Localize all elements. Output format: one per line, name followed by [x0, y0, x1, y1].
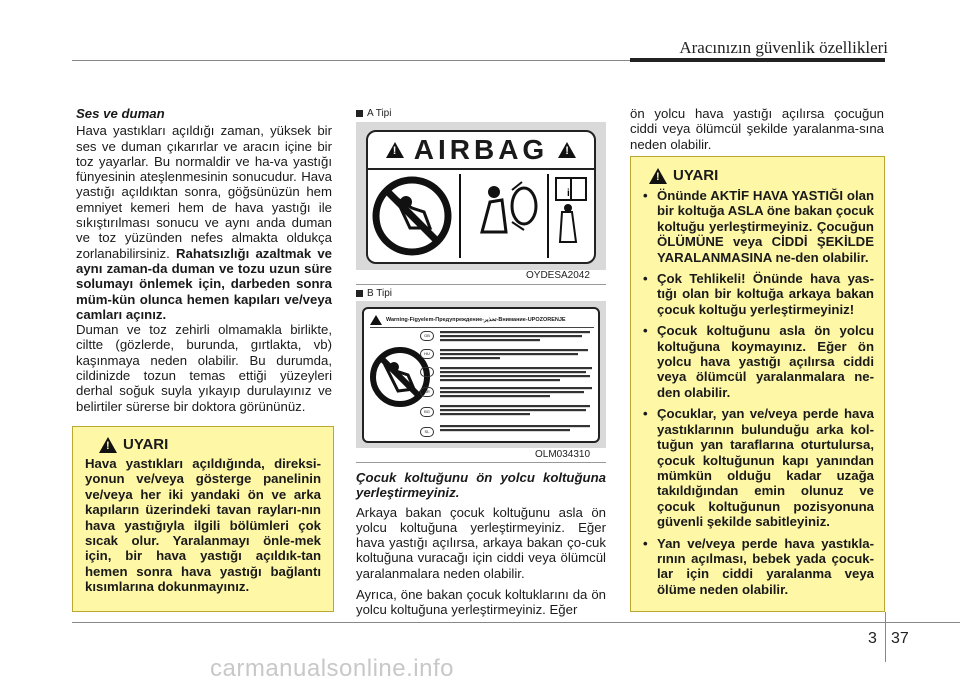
figure-a: [356, 122, 606, 270]
header-rule-accent: [630, 58, 885, 62]
bullet-square-icon: [356, 110, 363, 117]
airbag-label-header: [368, 132, 594, 170]
airbag-pictograms: [372, 172, 592, 260]
right-column-text: [630, 106, 884, 152]
svg-text:i: i: [567, 188, 570, 199]
figure-b: [356, 301, 606, 448]
subhead-smoke: Ses ve duman: [76, 106, 165, 121]
paragraph-dust: Duman ve toz zehirli olmamakla birlikte, ciltte (gözlerde, burunda, gırtlakta, vb) kaşınmaya neden olabilir. Bu durumda, cildinizde tozun temas ettiği yüzeyleri derhal soğuk suyla yıkayıp durulayınız ve belirtiler sürerse bir doktora görününüz.: [76, 322, 332, 414]
multilang-header-text: Warning-Figyelem-Предупреждение-تحذير-Внимание-UPOZORENJE: [386, 317, 566, 323]
figure-b-label-text: B Tipi: [367, 288, 393, 299]
warning-title: UYARI: [673, 167, 719, 184]
warning-list: [641, 188, 874, 597]
figure-a-label: [356, 108, 391, 119]
figure-b-label: [356, 288, 392, 299]
warning-list-item: • Yan ve/veya perde hava yastıkla-rının açılması, bebek yada çocuk-lar için ciddi yaralanma veya ölüme neden olabilir.: [641, 536, 874, 598]
warning-box-right: [630, 156, 885, 612]
footer-rule: [72, 622, 960, 623]
warning-triangle-icon: !: [386, 142, 404, 158]
warning-title: UYARI: [123, 436, 169, 453]
paragraph-rear-facing: Arkaya bakan çocuk koltuğunu asla ön yolcu koltuğuna yerleştirmeyiniz. Eğer hava yastığı açılırsa, arkaya bakan ço-cuk koltuğuna vuracağı için ciddi veya ölümcül yaralanmalara neden olabilir.: [356, 504, 606, 581]
paragraph-forward-facing: Ayrıca, öne bakan çocuk koltuklarını da ön yolcu koltuğuna yerleştirmeyiniz. Eğer: [356, 587, 606, 618]
warning-triangle-icon: [370, 315, 382, 325]
figure-a-code: OYDESA2042: [526, 270, 590, 281]
warning-list-item: • Çocuk koltuğunu asla ön yolcu koltuğuna koymayınız. Eğer ön yolcu hava yastığı açılırsa ciddi veya ölümcül yaralanmalara ne-den olabilir.: [641, 323, 874, 400]
no-child-seat-icon: [376, 180, 448, 252]
chapter-number: 3: [868, 630, 877, 647]
left-column: [76, 106, 332, 414]
airbag-label-card: [366, 130, 596, 264]
warning-triangle-icon: !: [558, 142, 576, 158]
figure-a-label-text: A Tipi: [367, 108, 392, 119]
language-badge: RU: [420, 367, 434, 377]
language-badge: SL: [420, 427, 434, 437]
language-badge: HU: [420, 349, 434, 359]
airbag-text: AIRBAG: [413, 134, 549, 165]
warning-list-item: • Çok Tehlikeli! Önünde hava yas-tığı olan bir koltuğa arkaya bakan çocuk koltuğu yerleştirmeyiniz!: [641, 271, 874, 317]
footer-divider: [885, 612, 886, 662]
paragraph-smoke: [76, 123, 332, 322]
warning-header: [649, 167, 874, 184]
warning-box-left: [72, 426, 334, 612]
language-badge: BG: [420, 407, 434, 417]
section-title: Aracınızın güvenlik özellikleri: [679, 38, 888, 57]
warning-triangle-icon: !: [99, 437, 117, 453]
language-badge: AR: [420, 387, 434, 397]
page-number: 37: [891, 630, 909, 647]
warning-header: [99, 436, 321, 453]
manual-book-icon: [556, 178, 586, 242]
paragraph-smoke-normal: Hava yastıkları açıldığı zaman, yüksek bir ses ve duman çıkarırlar ve aracın içine bir toz yayarlar. Bu normaldir ve ha-va yastığı fünyesinin ateşlenmesinin sonucudur. Hava yastığı açıldıktan sonra, göğsünüzün hem emniyet kemeri hem de hava yastığı ile sıkıştırılması sonucu ve aynı anda duman ve toz yüzünden nefes almakta oldukça zorlanabilirsiniz.: [76, 123, 332, 261]
warning-list-item: • Çocuklar, yan ve/veya perde hava yastıklarının bulunduğu arka kol-tuğun yan taraflarına oturtulursa, çocuk koltuğunun kapı yanından mümkün olduğu kadar uzağa takıldığından emin olunuz ve çocuk koltuğunun pozisyonuna güvenli şekilde sabitleyiniz.: [641, 406, 874, 529]
warning-triangle-icon: !: [649, 168, 667, 184]
multilang-warning-card: [362, 307, 600, 443]
figure-b-code: OLM034310: [535, 449, 591, 460]
subhead-child-seat: Çocuk koltuğunu ön yolcu koltuğuna yerleştirmeyiniz.: [356, 470, 606, 501]
paragraph-smoke-bold: Rahatsızlığı azaltmak ve aynı zaman-da duman ve tozu uzun süre solumayı önlemek için, darbeden sonra müm-kün olunca hemen kapıları ve/veya camları açınız.: [76, 245, 332, 322]
figure-divider: [356, 462, 606, 463]
multilang-header: [370, 313, 594, 328]
warning-list-item: • Önünde AKTİF HAVA YASTIĞI olan bir koltuğa ASLA öne bakan çocuk koltuğu yerleştirmeyiniz. Çocuğun ÖLÜMÜNE veya CİDDİ ŞEKİLDE YARALANMASINA ne-den olabilir.: [641, 188, 874, 265]
middle-column-text: [356, 470, 606, 618]
language-badge: GB: [420, 331, 434, 341]
paragraph-continued: ön yolcu hava yastığı açılırsa çocuğun ciddi veya ölümcül şekilde yaralanma-sına neden olabilir.: [630, 106, 884, 152]
warning-text: Hava yastıkları açıldığında, direksi-yonun ve/veya gösterge panelinin ve/veya her iki yandaki ön ve arka kapıların üzerindeki tavan rayları-nın hava yastığıyla ilgili bölümleri çok sıcak olur. Yaralanmayı önle-mek için, bir hava yastığı açıldık-tan hemen sonra hava yastığı bağlantı kısımlarına dokunmayınız.: [85, 456, 321, 595]
airbag-deploy-icon: [482, 182, 536, 232]
figure-divider: [356, 284, 606, 285]
watermark: carmanualsonline.info: [210, 655, 454, 682]
multilang-text-block: [440, 329, 596, 441]
bullet-square-icon: [356, 290, 363, 297]
